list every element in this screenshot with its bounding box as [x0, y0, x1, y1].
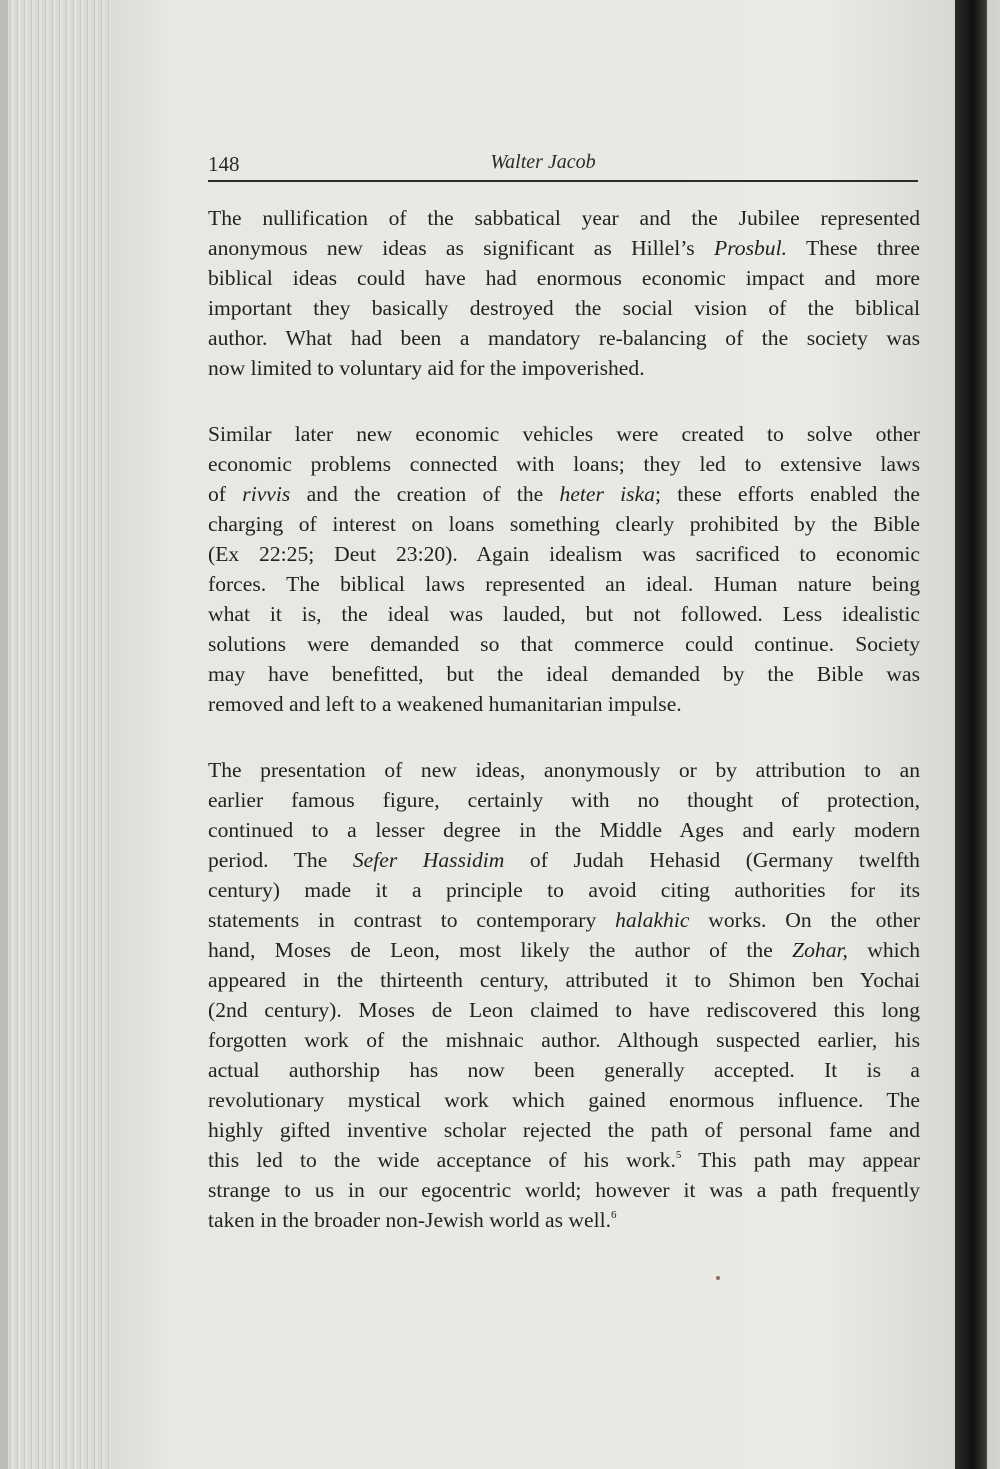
text-line: [208, 233, 920, 263]
paragraph: [208, 419, 920, 719]
text-line: [208, 419, 920, 449]
italic-term: rivvis: [242, 482, 291, 506]
text-segment: and the creation of the: [290, 482, 560, 506]
text-segment: now limited to voluntary aid for the impoverished.: [208, 356, 645, 380]
text-line: [208, 509, 920, 539]
text-segment: Similar later new economic vehicles were created to solve other: [208, 422, 920, 446]
text-segment: These three: [787, 236, 920, 260]
text-segment: important they basically destroyed the social vision of the biblical: [208, 296, 920, 320]
text-line: [208, 689, 920, 719]
text-line: [208, 815, 920, 845]
text-segment: author. What had been a mandatory re-balancing of the society was: [208, 326, 920, 350]
text-segment: which: [847, 938, 920, 962]
text-line: [208, 353, 920, 383]
text-segment: The presentation of new ideas, anonymously or by attribution to an: [208, 758, 920, 782]
text-segment: forces. The biblical laws represented an ideal. Human nature being: [208, 572, 920, 596]
text-segment: forgotten work of the mishnaic author. Although suspected earlier, his: [208, 1028, 920, 1052]
text-line: [208, 905, 920, 935]
text-line: [208, 449, 920, 479]
text-segment: of: [208, 482, 243, 506]
text-segment: taken in the broader non-Jewish world as well.: [208, 1208, 611, 1232]
text-segment: works. On the other: [689, 908, 920, 932]
text-segment: actual authorship has now been generally accepted. It is a: [208, 1058, 920, 1082]
italic-term: heter iska: [559, 482, 655, 506]
text-line: [208, 479, 920, 509]
running-title: Walter Jacob: [490, 151, 596, 173]
italic-term: halakhic: [615, 908, 690, 932]
text-segment: earlier famous figure, certainly with no thought of protection,: [208, 788, 920, 812]
text-line: [208, 293, 920, 323]
text-segment: anonymous new ideas as significant as Hillel’s: [208, 236, 715, 260]
text-line: [208, 263, 920, 293]
footnote-marker: 5: [675, 1149, 682, 1161]
text-line: [208, 599, 920, 629]
ink-speck: [716, 1276, 720, 1280]
text-segment: (2nd century). Moses de Leon claimed to have rediscovered this long: [208, 998, 920, 1022]
text-segment: century) made it a principle to avoid citing authorities for its: [208, 878, 920, 902]
text-line: [208, 1115, 920, 1145]
italic-term: Sefer Hassidim: [352, 848, 505, 872]
text-segment: statements in contrast to contemporary: [208, 908, 616, 932]
text-segment: of Judah Hehasid (Germany twelfth: [504, 848, 920, 872]
text-segment: solutions were demanded so that commerce could continue. Society: [208, 632, 920, 656]
text-line: [208, 1175, 920, 1205]
text-line: [208, 875, 920, 905]
text-segment: may have benefitted, but the ideal demanded by the Bible was: [208, 662, 920, 686]
text-line: [208, 755, 920, 785]
text-line: [208, 569, 920, 599]
text-segment: biblical ideas could have had enormous economic impact and more: [208, 266, 920, 290]
text-segment: The nullification of the sabbatical year and the Jubilee represented: [208, 206, 920, 230]
text-segment: This path may appear: [681, 1148, 920, 1172]
text-segment: strange to us in our egocentric world; however it was a path frequently: [208, 1178, 920, 1202]
text-segment: economic problems connected with loans; they led to extensive laws: [208, 452, 920, 476]
text-line: [208, 935, 920, 965]
text-line: [208, 1055, 920, 1085]
text-segment: appeared in the thirteenth century, attributed it to Shimon ben Yochai: [208, 968, 920, 992]
text-segment: ; these efforts enabled the: [654, 482, 920, 506]
page-header: [208, 150, 918, 182]
text-line: [208, 1205, 920, 1235]
text-segment: this led to the wide acceptance of his work.: [208, 1148, 676, 1172]
paragraph: [208, 203, 920, 383]
italic-term: Zohar,: [792, 938, 848, 962]
text-line: [208, 785, 920, 815]
text-segment: highly gifted inventive scholar rejected the path of personal fame and: [208, 1118, 920, 1142]
text-line: [208, 539, 920, 569]
text-line: [208, 203, 920, 233]
text-segment: hand, Moses de Leon, most likely the author of the: [208, 938, 793, 962]
paragraph: [208, 755, 920, 1235]
text-line: [208, 323, 920, 353]
body-text: [208, 203, 920, 1271]
text-segment: continued to a lesser degree in the Middle Ages and early modern: [208, 818, 920, 842]
italic-term: Prosbul.: [714, 236, 787, 260]
book-binding-edge: [955, 0, 1000, 1469]
text-segment: revolutionary mystical work which gained enormous influence. The: [208, 1088, 920, 1112]
text-line: [208, 995, 920, 1025]
text-segment: removed and left to a weakened humanitarian impulse.: [208, 692, 682, 716]
text-line: [208, 659, 920, 689]
text-segment: charging of interest on loans something clearly prohibited by the Bible: [208, 512, 920, 536]
text-segment: period. The: [208, 848, 353, 872]
text-line: [208, 1085, 920, 1115]
text-line: [208, 965, 920, 995]
text-line: [208, 629, 920, 659]
text-segment: (Ex 22:25; Deut 23:20). Again idealism was sacrificed to economic: [208, 542, 920, 566]
text-line: [208, 1025, 920, 1055]
text-line: [208, 845, 920, 875]
page-number: 148: [208, 152, 240, 176]
text-line: [208, 1145, 920, 1175]
footnote-marker: 6: [610, 1209, 617, 1221]
text-segment: what it is, the ideal was lauded, but not followed. Less idealistic: [208, 602, 920, 626]
